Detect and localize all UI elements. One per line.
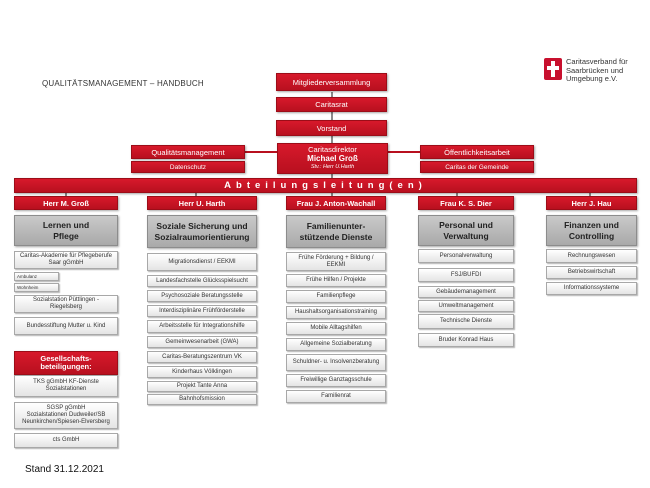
column-head-dier: Frau K. S. Dier xyxy=(418,196,514,210)
unit-fruehe-foerderung: Frühe Förderung + Bildung / EEKMI xyxy=(286,252,386,271)
unit-sozialstation-puettlingen: Sozialstation Püttlingen - Riegelsberg xyxy=(14,295,118,313)
unit-projekt-tante-anna: Projekt Tante Anna xyxy=(147,381,257,392)
unit-gebaeudemanagement: Gebäudemanagement xyxy=(418,286,514,298)
unit-tks-ggmbh: TKS gGmbH KF-Dienste Sozialstationen xyxy=(14,375,118,397)
column-head-hau: Herr J. Hau xyxy=(546,196,637,210)
unit-landesfachstelle: Landesfachstelle Glücksspielsucht xyxy=(147,275,257,287)
unit-fruehfoerderstelle: Interdisziplinäre Frühförderstelle xyxy=(147,305,257,317)
column-head-anton-wachall: Frau J. Anton-Wachall xyxy=(286,196,386,210)
dept-line-1: Personal und xyxy=(439,219,493,230)
dept-line-1: Familienunter- xyxy=(306,220,366,231)
connector-staff-right xyxy=(388,151,420,153)
vorstand-box: Vorstand xyxy=(276,120,387,136)
dept-soziale-sicherung xyxy=(147,215,257,248)
unit-caritas-akademie: Caritas-Akademie für Pflegeberufe Saar gGmbH xyxy=(14,251,118,269)
unit-kinderhaus: Kinderhaus Völklingen xyxy=(147,366,257,378)
sgsp-line-2: Sozialstationen Dudweiler/SB xyxy=(26,412,106,418)
unit-rechnungswesen: Rechnungswesen xyxy=(546,249,637,263)
dept-line-2: Sozialraumorientierung xyxy=(154,231,250,242)
unit-gemeinwesenarbeit: Gemeinwesenarbeit (GWA) xyxy=(147,336,257,348)
gesellschaftsbeteiligungen-box xyxy=(14,351,118,375)
oeffentlichkeitsarbeit-box: Öffentlichkeitsarbeit xyxy=(420,145,534,159)
unit-personalverwaltung: Personalverwaltung xyxy=(418,249,514,263)
dept-personal-verwaltung xyxy=(418,215,514,246)
unit-sgsp-ggmbh xyxy=(14,402,118,429)
unit-technische-dienste: Technische Dienste xyxy=(418,314,514,329)
dept-familienunterstuetzende-dienste xyxy=(286,215,386,248)
unit-cts-gmbh: cts GmbH xyxy=(14,433,118,448)
unit-migrationsdienst: Migrationsdienst / EEKMI xyxy=(147,253,257,271)
director-deputy: Stv.: Herr U.Harth xyxy=(310,164,355,170)
unit-umweltmanagement: Umweltmanagement xyxy=(418,300,514,312)
mitgliederversammlung-box: Mitgliederversammlung xyxy=(276,73,387,91)
sgsp-line-1: SGSP gGmbH xyxy=(46,405,86,411)
director-name: Michael Groß xyxy=(307,154,358,163)
participation-head-line-2: beteiligungen: xyxy=(40,362,92,371)
unit-bruder-konrad-haus: Bruder Konrad Haus xyxy=(418,333,514,347)
unit-bahnhofsmission: Bahnhofsmission xyxy=(147,394,257,405)
unit-beratungszentrum-vk: Caritas-Beratungszentrum VK xyxy=(147,351,257,363)
unit-informationssysteme: Informationssysteme xyxy=(546,282,637,295)
participation-head-line-1: Gesellschafts- xyxy=(40,354,92,363)
org-name-line-2: Saarbrücken und xyxy=(566,65,624,75)
unit-integrationshilfe: Arbeitsstelle für Integrationshilfe xyxy=(147,320,257,333)
caritasrat-box: Caritasrat xyxy=(276,97,387,112)
unit-sozialberatung: Allgemeine Sozialberatung xyxy=(286,338,386,351)
dept-line-1: Finanzen und xyxy=(564,219,619,230)
unit-betriebswirtschaft: Betriebswirtschaft xyxy=(546,266,637,279)
dept-finanzen-controlling xyxy=(546,215,637,246)
stand-date: Stand 31.12.2021 xyxy=(25,464,104,475)
org-name-line-3: Umgebung e.V. xyxy=(566,74,618,83)
dept-line-2: Pflege xyxy=(53,230,79,241)
qualitaetsmanagement-box: Qualitätsmanagement xyxy=(131,145,245,159)
dept-line-1: Soziale Sicherung und xyxy=(156,220,248,231)
unit-bundesstiftung: Bundesstiftung Mutter u. Kind xyxy=(14,317,118,335)
caritasdirektor-box xyxy=(277,143,388,174)
unit-familienpflege: Familienpflege xyxy=(286,290,386,303)
org-name-line-1: Caritasverband für xyxy=(566,57,628,66)
unit-psychosoziale-beratung: Psychosoziale Beratungsstelle xyxy=(147,290,257,302)
unit-schuldnerberatung: Schuldner- u. Insolvenzberatung xyxy=(286,354,386,371)
unit-ambulanz: Ambulanz xyxy=(14,272,59,281)
column-head-groß: Herr M. Groß xyxy=(14,196,118,210)
unit-familienrat: Familienrat xyxy=(286,390,386,403)
dept-lernen-pflege xyxy=(14,215,118,246)
unit-wohnheim: Wohnheim xyxy=(14,283,59,292)
document-title: QUALITÄTSMANAGEMENT – HANDBUCH xyxy=(42,79,204,88)
dept-line-1: Lernen und xyxy=(42,219,90,230)
unit-fsj-bufdi: FSJ/BUFDI xyxy=(418,268,514,282)
abteilungsleitung-bar: Abteilungsleitung(en) xyxy=(14,178,637,193)
unit-fruehe-hilfen: Frühe Hilfen / Projekte xyxy=(286,274,386,287)
organization-name xyxy=(566,58,648,84)
datenschutz-box: Datenschutz xyxy=(131,161,245,173)
caritas-cross-icon xyxy=(544,58,562,80)
dept-line-2: Controlling xyxy=(568,230,615,241)
unit-haushaltsorganisation: Haushaltsorganisationstraining xyxy=(286,306,386,319)
dept-line-2: Verwaltung xyxy=(443,230,489,241)
unit-ganztagsschule: Freiwillige Ganztagsschule xyxy=(286,374,386,387)
dept-line-2: stützende Dienste xyxy=(299,231,373,242)
unit-mobile-alltagshilfen: Mobile Alltagshilfen xyxy=(286,322,386,335)
sgsp-line-3: Neunkirchen/Spiesen-Elversberg xyxy=(22,419,110,425)
director-title: Caritasdirektor xyxy=(308,145,357,154)
column-head-harth: Herr U. Harth xyxy=(147,196,257,210)
caritas-der-gemeinde-box: Caritas der Gemeinde xyxy=(420,161,534,173)
connector-staff-left xyxy=(245,151,277,153)
